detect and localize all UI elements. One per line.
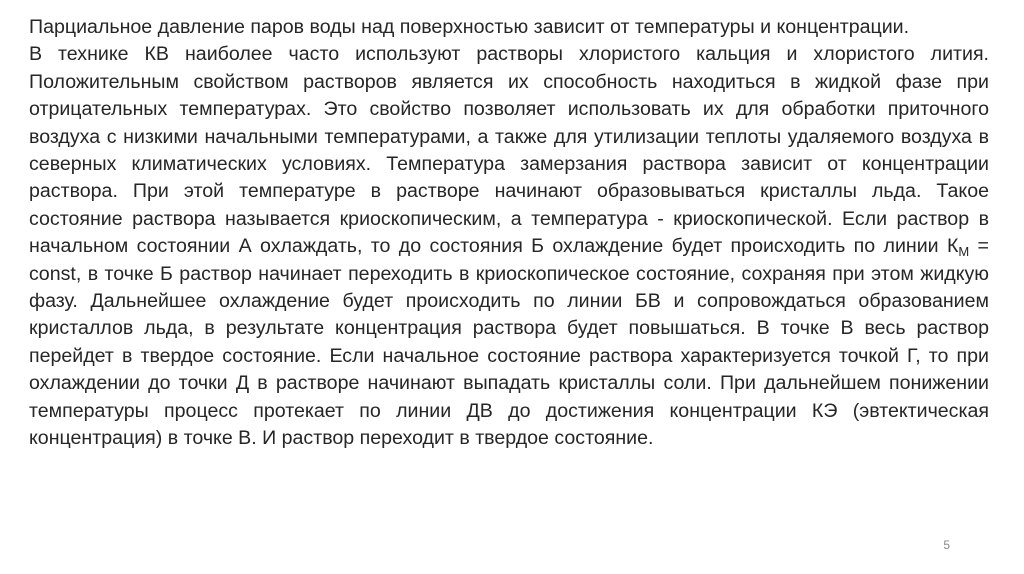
paragraph-solutions-part1: В технике КВ наиболее часто используют растворы хлористого кальция и хлористого лития. Положительным свойством растворов является их способность находиться в жидкой фазе при отрицательных температурах. Это свойство позволяет использовать их для обработки приточного воздуха с низкими начальными температурами, а также для утилизации теплоты удаляемого воздуха в северных климатических условиях. Температура замерзания раствора зависит от концентрации раствора. При этой температуре в растворе начинают образовываться кристаллы льда. Такое состояние раствора называется криоскопическим, а температура - криоскопической. Если раствор в начальном состоянии А охлаждать, то до состояния Б охлаждение будет происходить по линии К	[29, 43, 989, 258]
body-text	[29, 14, 989, 453]
subscript-m: М	[958, 244, 970, 260]
paragraph-solutions	[29, 41, 989, 452]
paragraph-solutions-part2: = const, в точке Б раствор начинает переходить в криоскопическое состояние, сохраняя при этом жидкую фазу. Дальнейшее охлаждение будет происходить по линии БВ и сопровождаться образованием кристаллов льда, в результате концентрация раствора будет повышаться. В точке В весь раствор перейдет в твердое состояние. Если начальное состояние раствора характеризуется точкой Г, то при охлаждении до точки Д в растворе начинают выпадать кристаллы соли. При дальнейшем понижении температуры процесс протекает по линии ДВ до достижения концентрации КЭ (эвтектическая концентрация) в точке В. И раствор переходит в твердое состояние.	[29, 235, 989, 450]
paragraph-partial-pressure: Парциальное давление паров воды над поверхностью зависит от температуры и концентрации.	[29, 16, 910, 38]
page-number: 5	[943, 538, 950, 552]
